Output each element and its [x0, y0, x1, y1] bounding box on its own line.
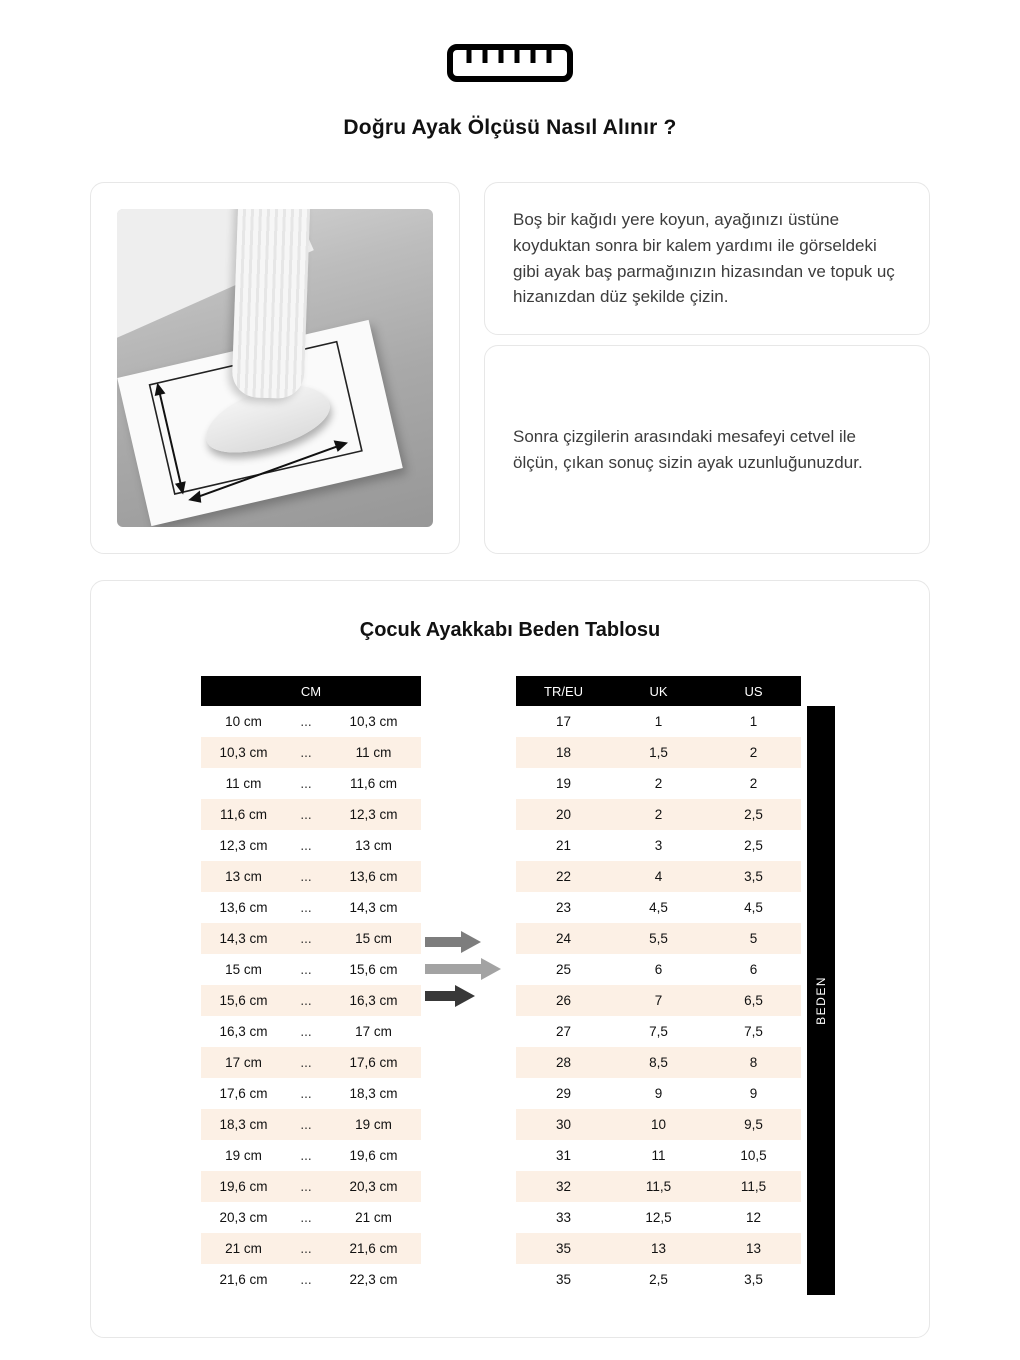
size-cell: 6 — [654, 962, 663, 977]
size-table-row — [516, 1233, 801, 1264]
size-cell: 6 — [749, 962, 758, 977]
cm-table-row — [201, 1202, 421, 1233]
size-cell: 30 — [555, 1117, 572, 1132]
size-cell: 5 — [749, 931, 758, 946]
conversion-arrows — [425, 930, 511, 1012]
cm-table-row — [201, 1233, 421, 1264]
size-cell: 32 — [555, 1179, 572, 1194]
cm-cell: 15 cm — [225, 962, 262, 977]
size-cell: 10,5 — [740, 1148, 767, 1163]
size-cell: 9,5 — [744, 1117, 763, 1132]
cm-header-label: CM — [300, 683, 322, 699]
cm-table-row — [201, 799, 421, 830]
cm-cell: 17,6 cm — [219, 1086, 268, 1101]
cm-table-row — [201, 830, 421, 861]
size-table-row — [516, 737, 801, 768]
size-cell: 8 — [749, 1055, 758, 1070]
size-cell: 7,5 — [649, 1024, 668, 1039]
cm-cell: 17,6 cm — [349, 1055, 398, 1070]
size-cell: 11 — [651, 1148, 666, 1163]
size-cell: 2 — [749, 776, 758, 791]
size-cell: 4 — [654, 869, 663, 884]
size-cell: 23 — [555, 900, 572, 915]
size-cell: 13 — [745, 1241, 762, 1256]
size-table-row — [516, 1171, 801, 1202]
size-table-row — [516, 1016, 801, 1047]
size-table-row — [516, 1047, 801, 1078]
size-cell: 11,5 — [740, 1179, 767, 1194]
cm-cell: ... — [300, 1024, 312, 1039]
cm-cell: ... — [300, 900, 312, 915]
size-cell: 8,5 — [649, 1055, 668, 1070]
size-cell: 24 — [555, 931, 572, 946]
size-cell: 3,5 — [744, 869, 763, 884]
cm-cell: 14,3 cm — [349, 900, 398, 915]
cm-table-row — [201, 737, 421, 768]
size-cell: 2,5 — [744, 807, 763, 822]
size-cell: 35 — [555, 1241, 572, 1256]
size-table-row — [516, 768, 801, 799]
cm-cell: 14,3 cm — [219, 931, 268, 946]
size-table-title: Çocuk Ayakkabı Beden Tablosu — [359, 619, 661, 641]
size-cell: 4,5 — [744, 900, 763, 915]
photo-sock-leg — [231, 209, 310, 399]
cm-cell: ... — [300, 1272, 312, 1287]
cm-table-row — [201, 1016, 421, 1047]
cm-table-header — [201, 676, 421, 706]
size-table-row — [516, 1202, 801, 1233]
cm-cell: 16,3 cm — [349, 993, 398, 1008]
size-table-row — [516, 985, 801, 1016]
size-table-row — [516, 954, 801, 985]
cm-cell: 10 cm — [225, 714, 262, 729]
size-table-body — [516, 706, 801, 1295]
size-table-row — [516, 1264, 801, 1295]
cm-cell: ... — [300, 1241, 312, 1256]
cm-cell: ... — [300, 1086, 312, 1101]
foot-measurement-photo — [117, 209, 433, 527]
cm-table — [201, 676, 421, 1295]
size-cell: 1,5 — [649, 745, 668, 760]
cm-cell: 20,3 cm — [219, 1210, 268, 1225]
size-table-row — [516, 892, 801, 923]
size-cell: 11,5 — [645, 1179, 672, 1194]
cm-cell: 11 cm — [355, 745, 392, 760]
size-table-row — [516, 830, 801, 861]
cm-cell: ... — [300, 869, 312, 884]
size-cell: 2 — [654, 807, 663, 822]
cm-cell: ... — [300, 838, 312, 853]
cm-cell: 10,3 cm — [219, 745, 268, 760]
cm-cell: 17 cm — [225, 1055, 262, 1070]
size-cell: 1 — [749, 714, 758, 729]
cm-table-row — [201, 1264, 421, 1295]
size-cell: 31 — [555, 1148, 572, 1163]
size-cell: 17 — [555, 714, 572, 729]
cm-cell: ... — [300, 1179, 312, 1194]
cm-cell: 11,6 cm — [349, 776, 398, 791]
size-table-row — [516, 1140, 801, 1171]
cm-cell: ... — [300, 1055, 312, 1070]
size-cell: 12 — [745, 1210, 762, 1225]
cm-cell: 15,6 cm — [349, 962, 398, 977]
size-cell: 2,5 — [649, 1272, 668, 1287]
size-table-row — [516, 1109, 801, 1140]
cm-cell: 16,3 cm — [219, 1024, 268, 1039]
cm-cell: 20,3 cm — [349, 1179, 398, 1194]
instruction-card-1 — [484, 182, 930, 335]
cm-table-row — [201, 706, 421, 737]
cm-cell: 21,6 cm — [349, 1241, 398, 1256]
instructions-row — [90, 182, 930, 554]
cm-cell: ... — [300, 1210, 312, 1225]
cm-cell: 21,6 cm — [219, 1272, 268, 1287]
size-cell: 1 — [654, 714, 663, 729]
cm-table-row — [201, 1047, 421, 1078]
cm-cell: ... — [300, 745, 312, 760]
cm-cell: ... — [300, 807, 312, 822]
cm-table-row — [201, 1078, 421, 1109]
instruction-text-2: Sonra çizgilerin arasındaki mesafeyi cetvel ile ölçün, çıkan sonuç sizin ayak uzunluğunuzdur. — [513, 426, 863, 472]
cm-cell: ... — [300, 962, 312, 977]
cm-cell: 13 cm — [355, 838, 392, 853]
cm-table-row — [201, 954, 421, 985]
size-table-card — [90, 580, 930, 1338]
cm-cell: 13,6 cm — [219, 900, 268, 915]
size-table-row — [516, 799, 801, 830]
cm-cell: ... — [300, 1117, 312, 1132]
cm-cell: 21 cm — [355, 1210, 392, 1225]
size-cell: 9 — [654, 1086, 663, 1101]
size-conversion-table — [516, 676, 801, 1295]
size-cell: 35 — [555, 1272, 572, 1287]
size-cell: 25 — [555, 962, 572, 977]
size-cell: 6,5 — [744, 993, 763, 1008]
cm-cell: 21 cm — [225, 1241, 262, 1256]
size-cell: 3 — [654, 838, 663, 853]
size-cell: 2 — [654, 776, 663, 791]
ruler-icon — [447, 44, 573, 82]
size-cell: 12,5 — [645, 1210, 672, 1225]
size-cell: 33 — [555, 1210, 572, 1225]
size-cell: 9 — [749, 1086, 758, 1101]
cm-cell: 13,6 cm — [349, 869, 398, 884]
content — [90, 182, 930, 1338]
ruler-icon-wrap — [0, 44, 1020, 82]
size-cell: 26 — [555, 993, 572, 1008]
cm-cell: 13 cm — [225, 869, 262, 884]
size-cell: 2 — [749, 745, 758, 760]
size-cell: 27 — [555, 1024, 572, 1039]
size-cell: 22 — [555, 869, 572, 884]
cm-table-row — [201, 1140, 421, 1171]
cm-cell: 15,6 cm — [219, 993, 268, 1008]
size-table-row — [516, 861, 801, 892]
col-header-uk: UK — [649, 683, 668, 699]
cm-cell: 18,3 cm — [349, 1086, 398, 1101]
cm-table-row — [201, 768, 421, 799]
cm-cell: ... — [300, 714, 312, 729]
size-cell: 18 — [555, 745, 572, 760]
size-cell: 28 — [555, 1055, 572, 1070]
cm-cell: 17 cm — [355, 1024, 392, 1039]
cm-table-row — [201, 1109, 421, 1140]
cm-cell: ... — [300, 931, 312, 946]
cm-table-row — [201, 923, 421, 954]
instruction-cards — [484, 182, 930, 554]
size-cell: 2,5 — [744, 838, 763, 853]
cm-cell: 11,6 cm — [219, 807, 268, 822]
size-cell: 7,5 — [744, 1024, 763, 1039]
size-cell: 19 — [555, 776, 572, 791]
size-cell: 10 — [650, 1117, 667, 1132]
size-table-row — [516, 706, 801, 737]
size-cell: 4,5 — [649, 900, 668, 915]
size-cell: 20 — [555, 807, 572, 822]
cm-table-body — [201, 706, 421, 1295]
cm-table-row — [201, 892, 421, 923]
cm-table-row — [201, 861, 421, 892]
cm-table-row — [201, 985, 421, 1016]
cm-cell: ... — [300, 776, 312, 791]
cm-cell: 18,3 cm — [219, 1117, 268, 1132]
size-cell: 3,5 — [744, 1272, 763, 1287]
size-cell: 7 — [654, 993, 663, 1008]
cm-cell: 15 cm — [355, 931, 392, 946]
col-header-tr-eu: TR/EU — [544, 683, 583, 699]
cm-cell: 19,6 cm — [349, 1148, 398, 1163]
cm-cell: 11 cm — [225, 776, 262, 791]
size-cell: 29 — [555, 1086, 572, 1101]
size-cell: 21 — [555, 838, 572, 853]
page-title: Doğru Ayak Ölçüsü Nasıl Alınır ? — [343, 116, 677, 139]
arrows-icon — [425, 930, 511, 1012]
size-cell: 13 — [650, 1241, 667, 1256]
cm-cell: 10,3 cm — [349, 714, 398, 729]
measurement-photo-card — [90, 182, 460, 554]
cm-cell: 12,3 cm — [219, 838, 268, 853]
cm-cell: ... — [300, 993, 312, 1008]
cm-table-row — [201, 1171, 421, 1202]
size-table-header — [516, 676, 801, 706]
cm-cell: ... — [300, 1148, 312, 1163]
size-tables — [91, 676, 929, 1295]
cm-cell: 19 cm — [355, 1117, 392, 1132]
instruction-card-2 — [484, 345, 930, 554]
size-cell: 5,5 — [649, 931, 668, 946]
cm-cell: 19 cm — [225, 1148, 262, 1163]
col-header-us: US — [744, 683, 763, 699]
size-table-row — [516, 1078, 801, 1109]
instruction-text-1: Boş bir kağıdı yere koyun, ayağınızı üstüne koyduktan sonra bir kalem yardımı ile görseldeki gibi ayak baş parmağınızın hizasından ve topuk uç hizanızdan düz şekilde çizin. — [513, 210, 895, 307]
beden-side-bar — [807, 706, 835, 1295]
cm-cell: 22,3 cm — [349, 1272, 398, 1287]
cm-cell: 19,6 cm — [219, 1179, 268, 1194]
beden-label: BEDEN — [814, 976, 828, 1025]
size-table-row — [516, 923, 801, 954]
cm-cell: 12,3 cm — [349, 807, 398, 822]
